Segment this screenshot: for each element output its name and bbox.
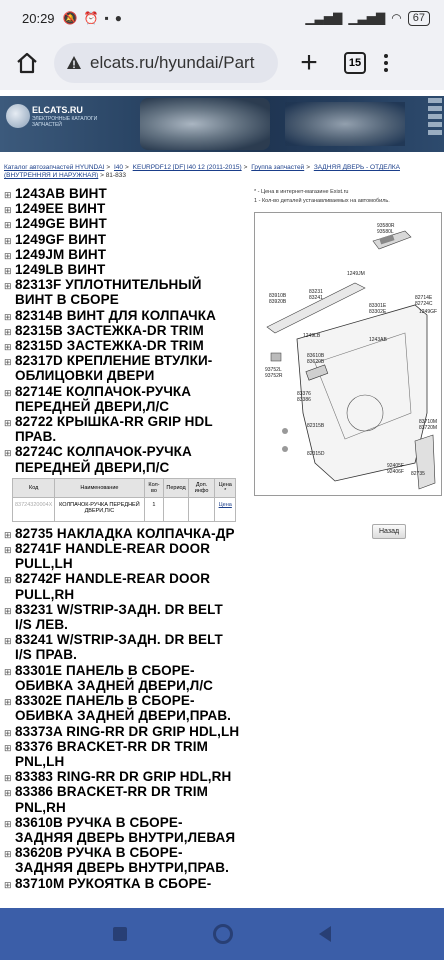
recents-icon[interactable] [113,927,127,941]
plus-square-icon[interactable]: ⊞ [4,605,12,616]
plus-square-icon[interactable]: ⊞ [4,575,12,586]
breadcrumb-vehicle[interactable]: KEURPDF12 [DF] I40 12 (2011-2015) [132,164,242,171]
home-nav-icon[interactable] [213,924,233,944]
plus-square-icon[interactable]: ⊞ [4,311,12,322]
browser-toolbar [0,36,444,90]
part-list-item[interactable] [4,262,240,277]
diagram-label: 83920B [269,299,287,305]
alarm-icon: ⏰ [83,11,99,25]
status-right-icons [305,11,430,26]
warning-icon[interactable] [66,55,82,71]
breadcrumb-catalog[interactable]: Каталог автозапчастей HYUNDAI [4,164,105,171]
plus-square-icon[interactable]: ⊞ [4,326,12,337]
plus-square-icon[interactable]: ⊞ [4,281,12,292]
cell-code: 83724320004X [13,497,55,521]
plus-square-icon[interactable]: ⊞ [4,727,12,738]
plus-square-icon[interactable]: ⊞ [4,235,12,246]
price-link[interactable]: Цена [218,501,232,508]
diagram-label: 83376 [297,391,311,397]
diagram-label: 1249JM [347,271,365,277]
plus-square-icon[interactable]: ⊞ [4,448,12,459]
qty-note: 1 - Кол-во деталей устанавливаемых на автомобиль. [254,198,390,204]
home-icon[interactable] [10,46,44,80]
plus-square-icon[interactable]: ⊞ [4,788,12,799]
plus-square-icon[interactable]: ⊞ [4,666,12,677]
plus-square-icon[interactable]: ⊞ [4,529,12,540]
diagram-label: 83302E [369,309,387,315]
plus-square-icon[interactable]: ⊞ [4,250,12,261]
plus-square-icon[interactable]: ⊞ [4,205,12,216]
plus-square-icon[interactable]: ⊞ [4,879,12,890]
part-label[interactable]: 82315D ЗАСТЕЖКА-DR TRIM [15,338,204,354]
diagram-label: 82724C [415,301,433,307]
part-list-item[interactable] [4,384,240,414]
diagram-label: 1243AB [369,337,387,343]
part-list-item[interactable] [4,663,240,693]
system-nav-bar [0,908,444,960]
part-label[interactable]: 1249GF ВИНТ [15,231,107,247]
part-list-item[interactable] [4,632,240,662]
col-name: Наименование [55,478,144,497]
new-tab-icon[interactable]: + [300,46,318,79]
pull-handle-shape [415,435,435,489]
part-label[interactable]: 82724C КОЛПАЧОК-РУЧКА ПЕРЕДНЕЙ ДВЕРИ,П/С [15,444,192,475]
part-label[interactable]: 82741F HANDLE-REAR DOOR PULL,LH [15,541,211,572]
url-text[interactable]: elcats.ru/hyundai/Part [90,53,255,72]
part-detail-table [12,478,236,522]
col-info: Доп. инфо [188,478,215,497]
part-label[interactable]: 83301E ПАНЕЛЬ В СБОРЕ-ОБИВКА ЗАДНЕЙ ДВЕРИ,Л/С [15,662,214,693]
part-label[interactable]: 83241 W/STRIP-ЗАДН. DR BELT I/S ПРАВ. [15,632,223,663]
diagram-label: 83720M [419,425,438,431]
plus-square-icon[interactable]: ⊞ [4,357,12,368]
banner-link[interactable] [428,106,442,111]
cell-price [215,497,236,521]
part-list-item[interactable] [4,308,240,323]
diagram-label: 83710M [419,419,438,425]
part-label[interactable]: 83376 BRACKET-RR DR TRIM PNL,LH [15,738,208,769]
diagram-label: 83301E [369,303,387,309]
col-qty: Кол-во [144,478,164,497]
site-brand[interactable]: ELCATS.RU [32,105,83,115]
plus-square-icon[interactable]: ⊞ [4,190,12,200]
col-code: Код [13,478,55,497]
cell-info [188,497,215,521]
status-left-icons [63,11,122,25]
plus-square-icon[interactable]: ⊞ [4,387,12,398]
plus-square-icon[interactable]: ⊞ [4,742,12,753]
diagram-label: 83620B [307,359,325,365]
part-list-item[interactable] [4,323,240,338]
diagram-label: 92406F [387,469,404,475]
tab-switcher-button[interactable]: 15 [344,52,366,74]
part-list-item[interactable] [4,845,240,875]
part-list-item[interactable] [4,739,240,769]
price-note: * - Цена в интернет-магазине Exist.ru [254,189,349,195]
diagram-label: 82315D [307,451,325,457]
banner-link[interactable] [428,130,442,135]
diagram-label: 83231 [309,289,323,295]
plus-square-icon[interactable]: ⊞ [4,266,12,277]
gear-image [285,102,405,146]
col-period: Период [164,478,188,497]
plus-square-icon[interactable]: ⊞ [4,418,12,429]
status-time: 20:29 [22,10,55,26]
part-label[interactable]: 82314B ВИНТ ДЛЯ КОЛПАЧКА [15,307,216,323]
part-list-item[interactable] [4,526,240,541]
diagram-label: 83241 [309,295,323,301]
part-label[interactable]: 83386 BRACKET-RR DR TRIM PNL,RH [15,784,208,815]
signal-icon: ▁▃▅▇ [305,11,343,25]
part-list-item[interactable] [4,353,240,383]
part-label[interactable]: 83620B РУЧКА В СБОРЕ-ЗАДНЯЯ ДВЕРЬ ВНУТРИ,ПРАВ. [15,845,229,876]
part-label[interactable]: 1249EE ВИНТ [15,201,106,217]
part-label[interactable]: 83383 RING-RR DR GRIP HDL,RH [15,769,232,785]
breadcrumb-group[interactable]: Группа запчастей [251,164,305,171]
overflow-menu-icon[interactable] [384,54,388,72]
plus-square-icon[interactable]: ⊞ [4,849,12,860]
site-brand-subtitle: ЭЛЕКТРОННЫЕ КАТАЛОГИ ЗАПЧАСТЕЙ [32,116,98,128]
part-list-item[interactable] [4,247,240,262]
part-list-item[interactable] [4,186,240,201]
breadcrumb-tail: > 81-833 [100,172,126,179]
part-list-item[interactable] [4,277,240,307]
part-label[interactable]: 82735 НАКЛАДКА КОЛПАЧКА-ДР [15,525,235,541]
diagram-label: 82735 [411,471,425,477]
diagram-label: 93752L [265,367,282,373]
back-button[interactable]: Назад [372,524,406,539]
breadcrumb-model[interactable]: I40 [114,164,124,171]
diagram-label: 83386 [297,397,311,403]
col-price: Цена * [215,478,236,497]
banner-link[interactable] [428,98,442,103]
part-list-item[interactable] [4,876,240,891]
diagram-label: 92405F [387,463,404,469]
signal2-icon: ▁▃▅▇ [348,11,386,25]
part-label[interactable]: 1249LB ВИНТ [15,262,106,278]
part-list-item[interactable] [4,201,240,216]
parts-list [4,186,240,891]
part-label[interactable]: 83373A RING-RR DR GRIP HDL,LH [15,723,240,739]
part-list-item[interactable] [4,815,240,845]
plus-square-icon[interactable]: ⊞ [4,220,12,231]
diagram-label: 82714E [415,295,433,301]
plus-square-icon[interactable]: ⊞ [4,818,12,829]
breadcrumb: Каталог автозапчастей HYUNDAI > I40 > KEURPDF12 [DF] I40 12 (2011-2015) > Группа запчастей > ЗАДНЯЯ ДВЕРЬ - ОТДЕЛКА (ВНУТРЕННЯЯ И НАРУЖНАЯ) > 81-833 [4,164,400,179]
part-label[interactable]: 82742F HANDLE-REAR DOOR PULL,RH [15,571,211,602]
part-list-item[interactable] [4,769,240,784]
part-list-item[interactable] [4,784,240,814]
diagram-label: 1249LB [303,333,321,339]
site-logo-icon[interactable] [6,104,30,128]
back-nav-icon[interactable] [319,926,331,942]
banner-link[interactable] [428,114,442,119]
diagram-label: 82315B [307,423,325,429]
part-list-item[interactable] [4,693,240,723]
part-list-item[interactable] [4,232,240,247]
part-list-item[interactable] [4,444,240,474]
diagram-label: 1249GF [419,309,438,315]
cell-qty: 1 [144,497,164,521]
diagram-label: 83910B [269,293,287,299]
wifi-icon: ◠ [391,11,402,25]
part-label[interactable]: 1243AB ВИНТ [15,186,107,201]
cell-name: КОЛПАЧОК-РУЧКА ПЕРЕДНЕЙ ДВЕРИ,П/С [55,497,144,521]
plus-square-icon[interactable]: ⊞ [4,636,12,647]
parts-diagram[interactable] [254,212,442,496]
diagram-label: 93580R [377,223,395,229]
part-list-item[interactable] [4,724,240,739]
part-label[interactable]: 83231 W/STRIP-ЗАДН. DR BELT I/S ЛЕВ. [15,601,223,633]
table-row [13,497,236,521]
part-label[interactable]: 83610B РУЧКА В СБОРЕ-ЗАДНЯЯ ДВЕРЬ ВНУТРИ,ЛЕВАЯ [15,814,236,845]
part-list-item[interactable] [4,571,240,601]
part-label[interactable]: 82315B ЗАСТЕЖКА-DR TRIM [15,322,204,338]
part-list-item[interactable] [4,414,240,444]
banner-links [428,98,442,135]
breadcrumb-section[interactable]: ЗАДНЯЯ ДВЕРЬ - ОТДЕЛКА (ВНУТРЕННЯЯ И НАРУЖНАЯ) [4,164,400,179]
part-label[interactable]: 82714E КОЛПАЧОК-РУЧКА ПЕРЕДНЕЙ ДВЕРИ,Л/С [15,383,192,414]
clip-shape [282,446,288,452]
dnd-icon: ● [114,11,122,25]
battery-icon: 67 [408,11,430,26]
part-label[interactable]: 82722 КРЫШКА-RR GRIP HDL ПРАВ. [15,414,213,445]
part-list-item[interactable] [4,602,240,632]
engine-image [140,98,270,150]
address-bar[interactable] [54,43,278,83]
status-bar [0,0,444,36]
part-list-item[interactable] [4,216,240,231]
part-list-item[interactable] [4,541,240,571]
diagram-label: 93580L [377,229,394,235]
diagram-label: 83610B [307,353,325,359]
part-list-item[interactable] [4,338,240,353]
site-banner[interactable] [0,96,444,152]
diagram-label: 93752R [265,373,283,379]
part-label[interactable]: 82317D КРЕПЛЕНИЕ ВТУЛКИ-ОБЛИЦОВКИ ДВЕРИ [15,353,213,384]
plus-square-icon[interactable]: ⊞ [4,545,12,556]
part-label[interactable]: 83710M РУКОЯТКА В СБОРЕ- [15,875,212,891]
part-label[interactable]: 83302E ПАНЕЛЬ В СБОРЕ-ОБИВКА ЗАДНЕЙ ДВЕРИ,ПРАВ. [15,693,232,724]
mute-icon: 🔕 [62,11,78,25]
part-label[interactable]: 1249JM ВИНТ [15,246,107,262]
banner-link[interactable] [428,122,442,127]
app-icon: ▪ [104,11,109,25]
clip-shape [282,428,288,434]
cell-period [164,497,188,521]
notes [254,188,440,206]
plus-square-icon[interactable]: ⊞ [4,773,12,784]
bracket-shape [271,353,281,361]
part-label[interactable]: 1249GE ВИНТ [15,216,107,232]
plus-square-icon[interactable]: ⊞ [4,697,12,708]
plus-square-icon[interactable]: ⊞ [4,342,12,353]
part-label[interactable]: 82313F УПЛОТНИТЕЛЬНЫЙ ВИНТ В СБОРЕ [15,277,202,308]
